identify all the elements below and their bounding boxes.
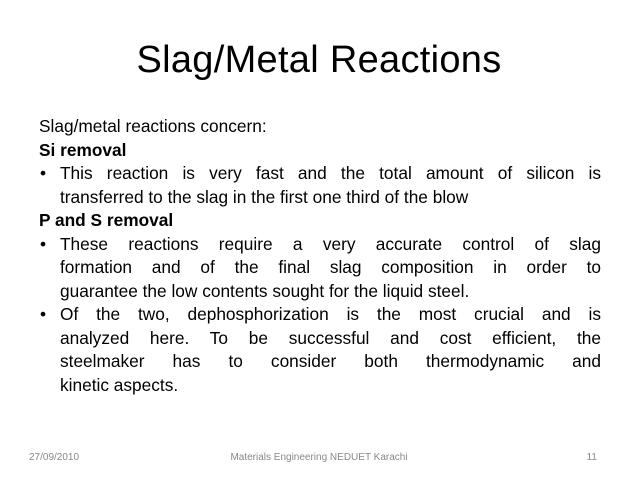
bullet-icon: • [40, 233, 47, 254]
bullet-line: These reactions require a very accurate control of slag [60, 233, 601, 254]
bullet-line: steelmaker has to consider both thermodynamic and [60, 351, 601, 371]
slide-body [39, 115, 601, 397]
bullet-line: formation and of the final slag composition in order to [60, 257, 601, 277]
footer-page-number: 11 [586, 452, 597, 463]
bullet-slag-control [39, 233, 601, 304]
bullet-icon: • [40, 163, 47, 183]
section-heading-p-s-removal: P and S removal [39, 210, 174, 230]
bullet-line: analyzed here. To be successful and cost efficient, the [60, 327, 601, 348]
bullet-line: guarantee the low contents sought for the liquid steel. [60, 280, 470, 301]
slide-title: Slag/Metal Reactions [136, 39, 502, 81]
bullet-line: kinetic aspects. [60, 374, 179, 395]
bullet-line: transferred to the slag in the first one third of the blow [60, 186, 469, 207]
bullet-line: Of the two, dephosphorization is the most crucial and is [60, 304, 601, 324]
footer-date: 27/09/2010 [29, 452, 80, 463]
bullet-line: This reaction is very fast and the total amount of silicon is [60, 163, 601, 183]
bullet-icon: • [40, 304, 47, 324]
bullet-dephosphorization [39, 303, 601, 397]
section-heading-si-removal: Si removal [39, 139, 127, 160]
bullet-si-reaction [39, 162, 601, 209]
footer-institution: Materials Engineering NEDUET Karachi [230, 452, 408, 463]
intro-text: Slag/metal reactions concern: [39, 116, 267, 136]
